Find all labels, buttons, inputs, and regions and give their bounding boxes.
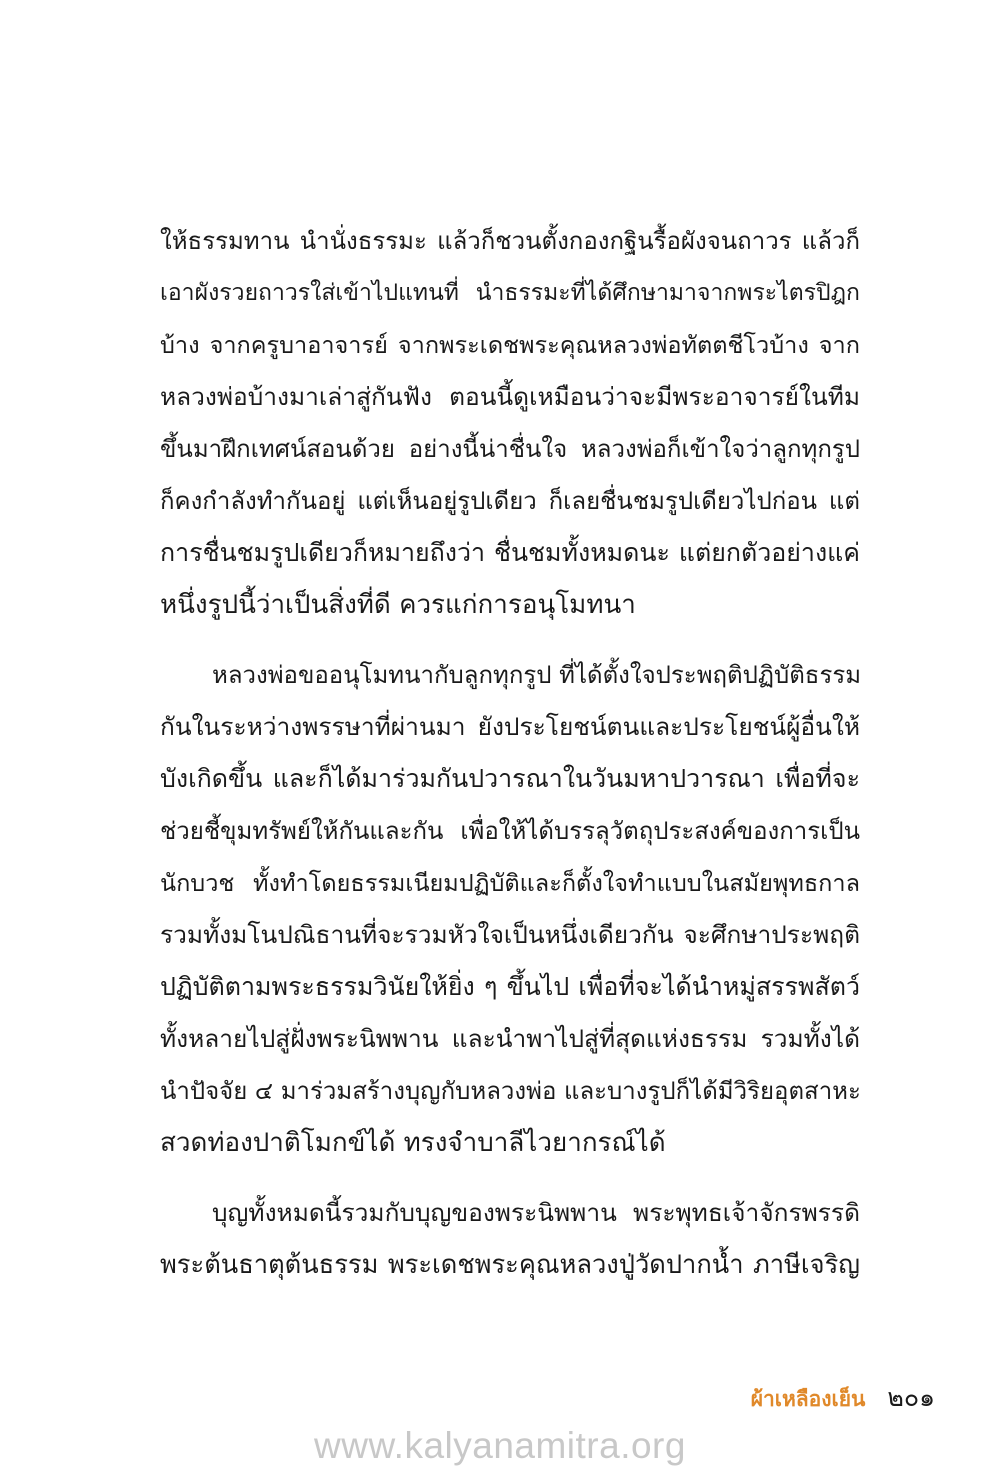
- page-body: [160, 215, 860, 1291]
- page-number: ๒๐๑: [887, 1383, 935, 1412]
- text-line: บังเกิดขึ้น และก็ได้มาร่วมกันปวารณาในวันมหาปวารณา เพื่อที่จะ: [160, 764, 860, 793]
- text-line: ขึ้นมาฝึกเทศน์สอนด้วย อย่างนี้น่าชื่นใจ หลวงพ่อก็เข้าใจว่าลูกทุกรูป: [160, 435, 860, 463]
- text-line: หลวงพ่อขออนุโมทนากับลูกทุกรูป ที่ได้ตั้งใจประพฤติปฏิบัติธรรม: [212, 661, 862, 689]
- paragraph-2: [160, 649, 860, 1169]
- watermark: www.kalyanamitra.org: [314, 1425, 686, 1466]
- book-title: ผ้าเหลืองเย็น: [750, 1387, 866, 1411]
- text-line: ก็คงกำลังทำกันอยู่ แต่เห็นอยู่รูปเดียว ก็เลยชื่นชมรูปเดียวไปก่อน แต่: [160, 487, 860, 515]
- text-line: พระต้นธาตุต้นธรรม พระเดชพระคุณหลวงปู่วัดปากน้ำ ภาษีเจริญ: [160, 1250, 860, 1280]
- text-line: ปฏิบัติตามพระธรรมวินัยให้ยิ่ง ๆ ขึ้นไป เพื่อที่จะได้นำหมู่สรรพสัตว์: [160, 972, 860, 1001]
- text-line: รวมทั้งมโนปณิธานที่จะรวมหัวใจเป็นหนึ่งเดียวกัน จะศึกษาประพฤติ: [160, 920, 860, 949]
- text-line: หนึ่งรูปนี้ว่าเป็นสิ่งที่ดี ควรแก่การอนุโมทนา: [160, 590, 636, 620]
- text-line: เอาผังรวยถาวรใส่เข้าไปแทนที่ นำธรรมะที่ได้ศึกษามาจากพระไตรปิฎก: [160, 280, 860, 306]
- text-line: ทั้งหลายไปสู่ฝั่งพระนิพพาน และนำพาไปสู่ที่สุดแห่งธรรม รวมทั้งได้: [160, 1024, 860, 1053]
- page-footer: [751, 1378, 935, 1418]
- text-line: ให้ธรรมทาน นำนั่งธรรมะ แล้วก็ชวนตั้งกองกฐินรื้อผังจนถาวร แล้วก็: [160, 227, 860, 255]
- paragraph-3: [160, 1187, 860, 1291]
- paragraph-1: [160, 215, 860, 631]
- text-line: การชื่นชมรูปเดียวก็หมายถึงว่า ชื่นชมทั้งหมดนะ แต่ยกตัวอย่างแค่: [160, 538, 860, 567]
- text-line: นำปัจจัย ๔ มาร่วมสร้างบุญกับหลวงพ่อ และบางรูปก็ได้มีวิริยอุตสาหะ: [160, 1077, 861, 1105]
- text-line: กันในระหว่างพรรษาที่ผ่านมา ยังประโยชน์ตนและประโยชน์ผู้อื่นให้: [160, 712, 860, 741]
- text-line: บุญทั้งหมดนี้รวมกับบุญของพระนิพพาน พระพุทธเจ้าจักรพรรดิ: [212, 1198, 860, 1227]
- text-line: สวดท่องปาติโมกข์ได้ ทรงจำบาลีไวยากรณ์ได้: [160, 1128, 666, 1158]
- text-line: หลวงพ่อบ้างมาเล่าสู่กันฟัง ตอนนี้ดูเหมือนว่าจะมีพระอาจารย์ในทีม: [160, 382, 860, 411]
- text-line: ช่วยชี้ขุมทรัพย์ให้กันและกัน เพื่อให้ได้บรรลุวัตถุประสงค์ของการเป็น: [160, 817, 860, 845]
- text-line: นักบวช ทั้งทำโดยธรรมเนียมปฏิบัติและก็ตั้งใจทำแบบในสมัยพุทธกาล: [160, 869, 860, 897]
- text-line: บ้าง จากครูบาอาจารย์ จากพระเดชพระคุณหลวงพ่อทัตตชีโวบ้าง จาก: [160, 331, 860, 359]
